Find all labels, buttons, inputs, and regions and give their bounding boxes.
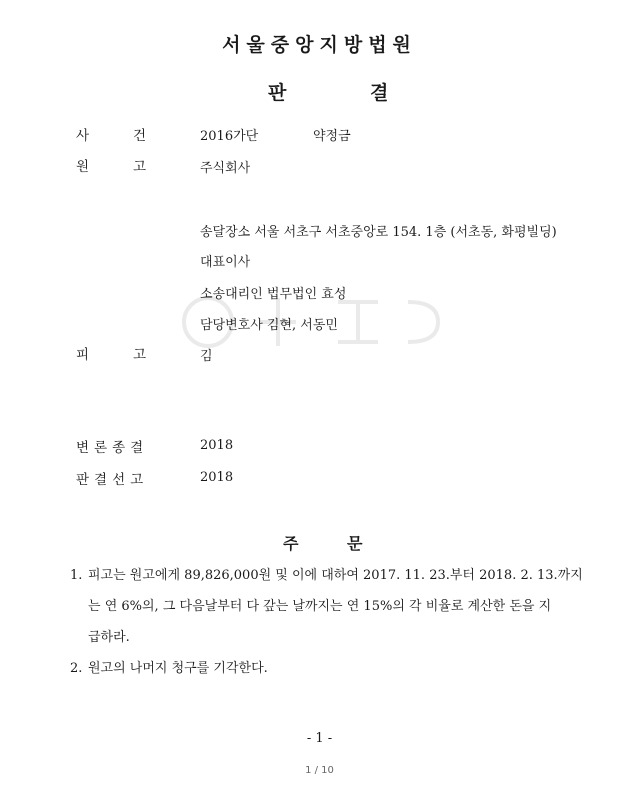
case-label-1: 사: [76, 128, 90, 144]
page-counter: 1 / 10: [305, 765, 334, 776]
defendant-label-1: 피: [76, 347, 90, 363]
case-name: 약정금: [313, 129, 351, 144]
plaintiff-label-1: 원: [76, 159, 90, 175]
plaintiff-representative: 대표이사: [200, 255, 251, 270]
order-item-1-line-3: 급하라.: [88, 630, 130, 645]
closing-date: 2018: [200, 438, 234, 453]
plaintiff-counsel: 소송대리인 법무법인 효성: [200, 287, 347, 302]
case-label-2: 건: [133, 128, 147, 144]
order-item-1-line-1: 피고는 원고에게 89,826,000원 및 이에 대하여 2017. 11. 23.부터 2018. 2. 13.까지: [88, 568, 583, 583]
sentencing-date: 2018: [200, 470, 234, 485]
document-title-first: 판: [268, 82, 287, 104]
order-item-2: [70, 653, 590, 684]
order-title-second: 문: [347, 534, 363, 553]
plaintiff-label-2: 고: [133, 159, 147, 175]
order-item-1-number: 1.: [70, 568, 83, 583]
defendant-name: 김: [200, 349, 213, 364]
plaintiff-name: 주식회사: [200, 161, 251, 176]
court-name: 서울중앙지방법원: [222, 34, 417, 56]
document-title-second: 결: [370, 82, 389, 104]
order-title-first: 주: [283, 534, 299, 553]
order-item-1: [70, 560, 590, 653]
watermark-graphic: [168, 282, 468, 362]
plaintiff-attorneys: 담당변호사 김현, 서동민: [200, 318, 338, 333]
order-item-2-number: 2.: [70, 661, 83, 676]
plaintiff-address: 송달장소 서울 서초구 서초중앙로 154. 1층 (서초동, 화평빌딩): [200, 225, 557, 240]
defendant-label-2: 고: [133, 347, 147, 363]
closing-label: 변론종결: [76, 440, 149, 456]
page-number: - 1 -: [306, 731, 333, 746]
case-number: 2016가단: [200, 129, 259, 144]
order-item-2-line-1: 원고의 나머지 청구를 기각한다.: [88, 661, 268, 676]
order-item-1-line-2: 는 연 6%의, 그 다음날부터 다 갚는 날까지는 연 15%의 각 비율로 계산한 돈을 지: [88, 599, 552, 614]
sentencing-label: 판결선고: [76, 472, 149, 488]
